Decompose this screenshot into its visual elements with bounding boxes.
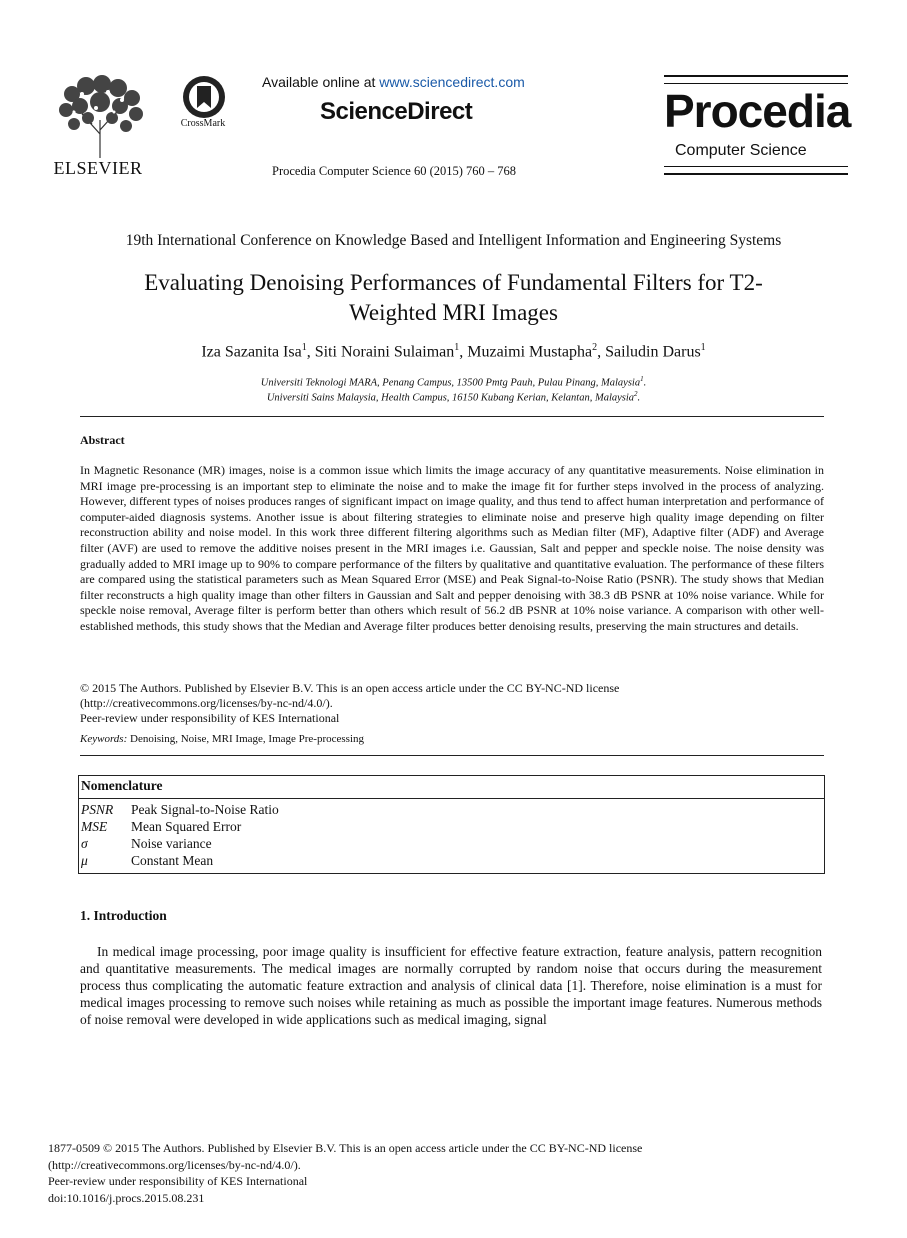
introduction-body: In medical image processing, poor image quality is insufficient for effective feature extraction, feature analysis, pattern recognition and quantitative measurements. The medical images are normally corrupted by random noise that occurs during the measurement process thus complicating the automatic feature extraction and analysis of clinical data [1]. Therefore, noise elimination is a must for medical images processing to remove such noises while retaining as much as possible the important image features. Numerous methods of noise removal were developed in wide applications such as medical imaging, signal — [80, 944, 822, 1027]
nomenclature-symbol: MSE — [81, 819, 108, 834]
affiliation — [0, 375, 907, 389]
author-affil-mark: 1 — [700, 342, 706, 353]
nomenclature-box — [78, 775, 825, 874]
license-link[interactable]: (http://creativecommons.org/licenses/by-nc-nd/4.0/). — [80, 696, 333, 710]
affiliation-end: . — [643, 377, 647, 389]
sciencedirect-brand: ScienceDirect — [320, 98, 473, 125]
procedia-wordmark: Procedia — [664, 85, 851, 137]
nomenclature-symbol: σ — [81, 836, 88, 851]
paper-title — [100, 268, 807, 328]
author-name: Muzaimi Mustapha — [467, 343, 593, 361]
author-affil-mark: 1 — [454, 342, 460, 353]
procedia-top-rule — [664, 75, 848, 84]
author-list — [0, 342, 907, 361]
nomenclature-definition: Constant Mean — [131, 853, 214, 868]
keywords-text: Denoising, Noise, MRI Image, Image Pre-processing — [127, 733, 365, 745]
nomenclature-definition: Mean Squared Error — [131, 819, 242, 834]
elsevier-wordmark: ELSEVIER — [53, 158, 143, 178]
author-separator: , — [459, 343, 468, 361]
nomenclature-symbol: PSNR — [81, 802, 114, 817]
keywords — [80, 733, 364, 745]
title-line-1: Evaluating Denoising Performances of Fundamental Filters for T2- — [144, 270, 763, 295]
nomenclature-row — [81, 819, 241, 835]
nomenclature-row — [81, 836, 212, 852]
nomenclature-definition: Peak Signal-to-Noise Ratio — [131, 802, 279, 817]
section-heading: 1. Introduction — [80, 908, 167, 923]
available-online — [262, 74, 525, 90]
peer-review-line: Peer-review under responsibility of KES International — [80, 711, 340, 725]
abstract-body: In Magnetic Resonance (MR) images, noise is a common issue which limits the image accuracy of any quantitative measurements. Noise elimination in MRI image pre-processing is an important step to eliminate the noise and to make the image fit for further steps involved in the process of analyzing. However, different types of noises produces ranges of significant impact on image quality, and thus tend to affect human interpretation and performance of computer-aided diagnosis systems. Another issue is about filtering strategies to eliminate noise and preserve high quality image depending on filter reconstruction ability and noise model. In this work three different filtering algorithms such as Median filter (MF), Adaptive filter (ADF) and Average filter (AVF) are used to remove the additive noises present in the MRI images i.e. Gaussian, Salt and pepper and speckle noise. The noise density was gradually added to MRI image up to 90% to compare performance of the filters by qualitative and quantitative evaluation. The performance of these filters are compared using the statistical parameters such as Mean Squared Error (MSE) and Peak Signal-to-Noise Ratio (PSNR). The study shows that Median filter reconstructs a high quality image than other filters in Gaussian and Salt and pepper denoising with 38.3 dB PSNR at 10% noise variance. While for speckle noise removal, Average filter is perform better than others which result of 56.2 dB PSNR at 10% noise variance. A comparison with other well-established methods, this study shows that the Median and Average filter produces better denoising results, preserving the main structures and details. — [80, 463, 824, 633]
procedia-bottom-rule — [664, 166, 848, 175]
author-affil-mark: 1 — [301, 342, 307, 353]
affiliation — [0, 390, 907, 404]
license-line: © 2015 The Authors. Published by Elsevier B.V. This is an open access article under the CC BY-NC-ND license — [80, 681, 620, 695]
author-name: Sailudin Darus — [605, 343, 701, 361]
footer-peer-review: Peer-review under responsibility of KES International — [48, 1174, 308, 1188]
footer-issn-line: 1877-0509 © 2015 The Authors. Published by Elsevier B.V. This is an open access article under the CC BY-NC-ND license — [48, 1141, 643, 1155]
affiliation-mark: 2 — [634, 390, 638, 398]
affiliation-end: . — [637, 392, 641, 404]
author-name: Siti Noraini Sulaiman — [314, 343, 455, 361]
footer-doi[interactable]: doi:10.1016/j.procs.2015.08.231 — [48, 1190, 205, 1205]
author-affil-mark: 2 — [592, 342, 598, 353]
nomenclature-row — [81, 802, 279, 818]
divider — [80, 416, 824, 417]
crossmark-label: CrossMark — [180, 118, 226, 129]
nomenclature-definition: Noise variance — [131, 836, 212, 851]
license-block — [80, 681, 824, 726]
affiliation-text: Universiti Sains Malaysia, Health Campus, 16150 Kubang Kerian, Kelantan, Malaysia — [266, 392, 635, 404]
author-name: Iza Sazanita Isa — [201, 343, 302, 361]
abstract-heading: Abstract — [80, 433, 125, 447]
title-line-2: Weighted MRI Images — [349, 300, 558, 325]
nomenclature-rule — [79, 798, 824, 799]
procedia-subtitle: Computer Science — [675, 142, 807, 159]
available-prefix: Available online at — [262, 74, 380, 90]
affiliation-mark: 1 — [640, 375, 644, 383]
journal-reference: Procedia Computer Science 60 (2015) 760 – 768 — [272, 164, 517, 178]
nomenclature-row — [81, 853, 213, 869]
author-separator: , — [306, 343, 315, 361]
page-footer — [48, 1140, 848, 1206]
divider — [80, 755, 824, 756]
author-separator: , — [597, 343, 606, 361]
nomenclature-heading: Nomenclature — [81, 778, 163, 793]
conference-name: 19th International Conference on Knowledge Based and Intelligent Information and Engineering Systems — [125, 232, 782, 249]
affiliation-text: Universiti Teknologi MARA, Penang Campus, 13500 Pmtg Pauh, Pulau Pinang, Malaysia — [260, 377, 641, 389]
footer-license-link[interactable]: (http://creativecommons.org/licenses/by-nc-nd/4.0/). — [48, 1157, 301, 1172]
keywords-label: Keywords: — [80, 733, 128, 745]
nomenclature-symbol: μ — [81, 853, 88, 868]
sciencedirect-link[interactable]: www.sciencedirect.com — [379, 74, 525, 90]
